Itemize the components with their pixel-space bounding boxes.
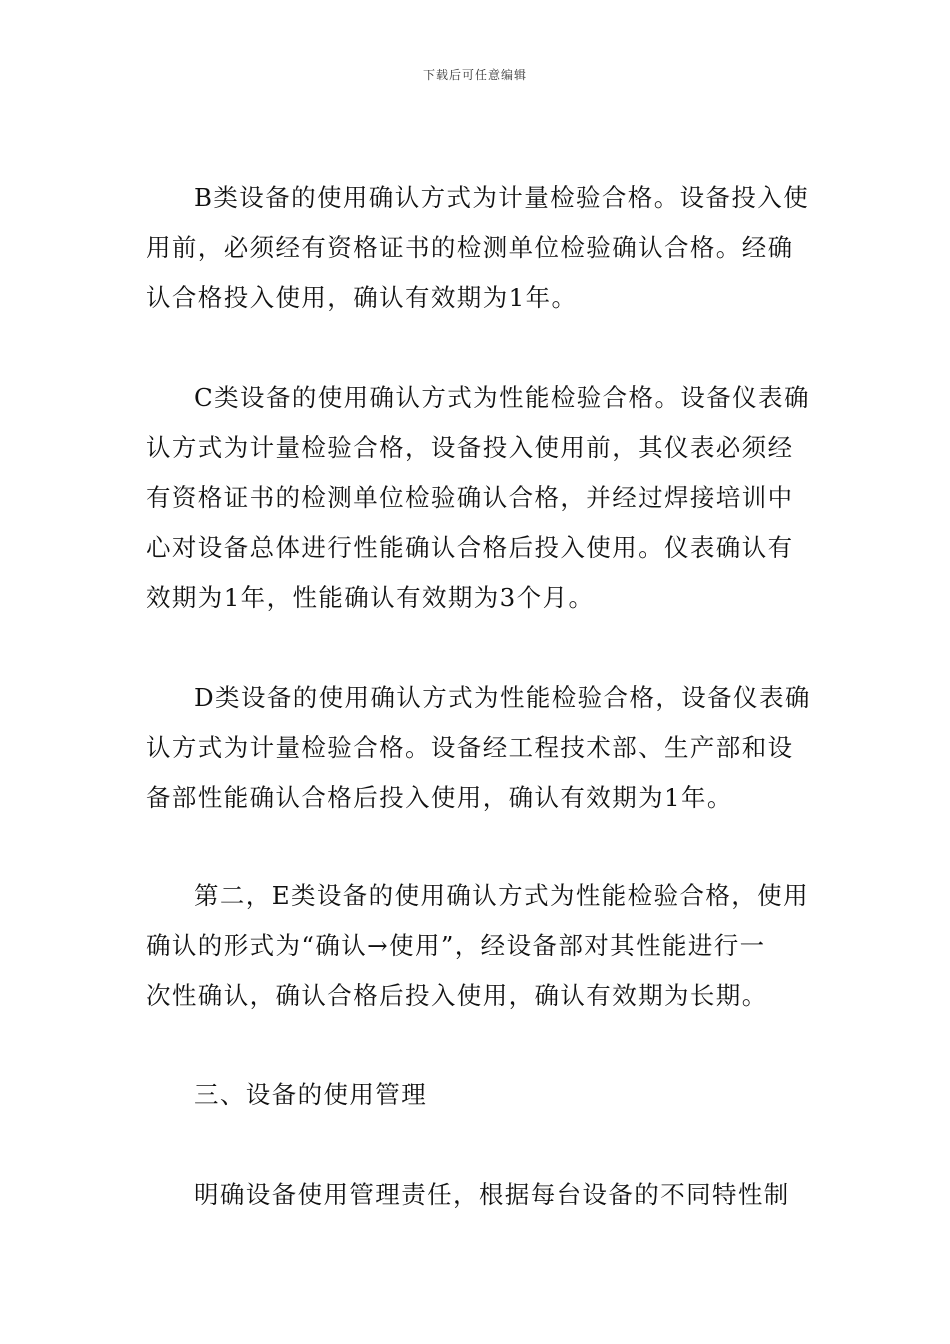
paragraph-6-line-1: 明确设备使用管理责任，根据每台设备的不同特性制 <box>194 1180 790 1209</box>
paragraph-2-line-5: 效期为1年，性能确认有效期为3个月。 <box>146 583 595 612</box>
paragraph-4-line-2: 确认的形式为“确认→使用”，经设备部对其性能进行一 <box>146 931 766 960</box>
paragraph-2-line-3: 有资格证书的检测单位检验确认合格，并经过焊接培训中 <box>146 483 794 512</box>
paragraph-1-line-3: 认合格投入使用，确认有效期为1年。 <box>146 283 578 312</box>
paragraph-2-line-1: C类设备的使用确认方式为性能检验合格。设备仪表确 <box>194 383 810 412</box>
paragraph-3-line-3: 备部性能确认合格后投入使用，确认有效期为1年。 <box>146 783 733 812</box>
paragraph-3-line-1: D类设备的使用确认方式为性能检验合格，设备仪表确 <box>194 683 811 712</box>
section-heading: 三、设备的使用管理 <box>194 1080 428 1109</box>
paragraph-3-line-2: 认方式为计量检验合格。设备经工程技术部、生产部和设 <box>146 733 794 762</box>
paragraph-4-line-3: 次性确认，确认合格后投入使用，确认有效期为长期。 <box>146 981 768 1010</box>
paragraph-4-line-1: 第二，E类设备的使用确认方式为性能检验合格，使用 <box>194 881 809 910</box>
paragraph-2-line-2: 认方式为计量检验合格，设备投入使用前，其仪表必须经 <box>146 433 794 462</box>
header-note: 下载后可任意编辑 <box>422 68 527 82</box>
paragraph-1-line-2: 用前，必须经有资格证书的检测单位检验确认合格。经确 <box>146 233 794 262</box>
paragraph-2-line-4: 心对设备总体进行性能确认合格后投入使用。仪表确认有 <box>146 533 794 562</box>
paragraph-1-line-1: B类设备的使用确认方式为计量检验合格。设备投入使 <box>194 183 810 212</box>
